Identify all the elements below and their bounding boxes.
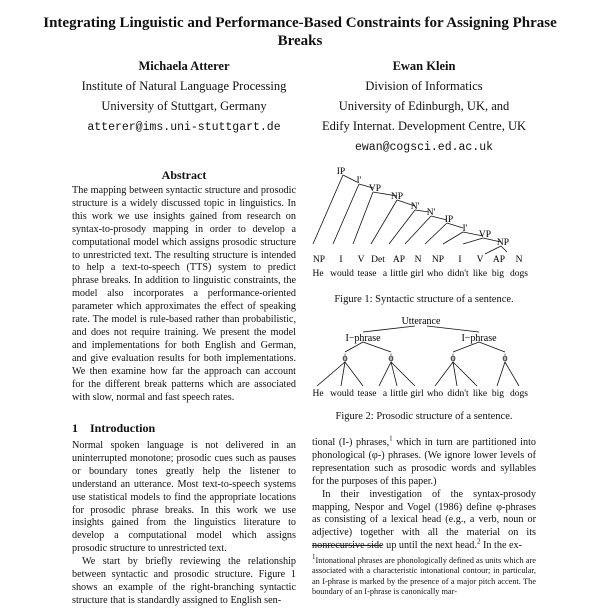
sentence-word: like (472, 389, 488, 399)
sentence-word: tease (357, 269, 377, 279)
author-2-affiliation-3: Edify Internat. Development Centre, UK (321, 119, 527, 133)
author-2-affiliation: Division of Informatics (365, 79, 483, 93)
iphrase-node: I−phrase (461, 333, 497, 344)
phi-node: ϕ (388, 353, 394, 364)
figure-1-syntax-tree (305, 160, 545, 280)
author-1 (72, 56, 296, 138)
sentence-word: He (312, 269, 324, 279)
author-2-name: Ewan Klein (392, 59, 456, 73)
pos-tag: NP (431, 255, 445, 265)
author-1-affiliation-2: University of Stuttgart, Germany (101, 99, 267, 113)
pos-tag: N (414, 255, 422, 265)
syntax-node: I' (462, 224, 468, 234)
syntax-node: VP (478, 230, 492, 240)
footnote-marker: 1 (389, 434, 393, 443)
syntax-node: N' (426, 208, 436, 218)
author-1-name: Michaela Atterer (138, 59, 230, 73)
figure-2-caption: Figure 2: Prosodic structure of a sentence. (335, 411, 513, 422)
footnote-1 (312, 553, 536, 598)
pos-tag: Det (371, 255, 385, 265)
pos-tag: NP (312, 255, 326, 265)
pos-tag: V (476, 255, 484, 265)
section-heading (72, 421, 296, 436)
syntax-node: IP (336, 167, 346, 177)
sentence-word: didn't (447, 389, 469, 399)
footnote-text: Intonational phrases are phonologically defined as units which are associated with a characteristic intonational contour; in particular, an I-phrase is marked by the presence of a major pitch accent. The boundary of an I-phrase is canonically mar- (312, 556, 536, 597)
sentence-word: big (491, 269, 505, 279)
author-2-email: ewan@cogsci.ed.ac.uk (354, 141, 494, 154)
section-title: Introduction (90, 421, 156, 435)
sentence-word: girl (410, 389, 424, 399)
syntax-node: IP (444, 215, 454, 225)
sentence-word: a (382, 269, 388, 279)
sentence-word: little (390, 389, 408, 399)
pos-tag: AP (492, 255, 506, 265)
sentence-word: would (330, 389, 354, 399)
phi-node: ϕ (450, 353, 456, 364)
author-1-affiliation: Institute of Natural Language Processing (81, 79, 287, 93)
figure-2-prosody-tree (305, 310, 545, 400)
sentence-word: a (382, 389, 388, 399)
sentence-word: who (426, 389, 444, 399)
right-paragraph-1: tional (I-) phrases,$^1$ which in turn are partitioned into phonological (φ-) phrases. (We ignore lower levels of representation such as prosodic words and syllables for the purposes of this paper.) (312, 434, 536, 487)
syntax-node: I' (356, 176, 362, 186)
sentence-word: dogs (510, 269, 528, 279)
pos-tag: I (339, 255, 343, 265)
author-1-email: atterer@ims.uni-stuttgart.de (87, 121, 281, 134)
footnote-marker: 2 (476, 537, 481, 546)
intro-paragraph-2: We start by briefly reviewing the relationship between syntactic and prosodic structure. Figure 1 shows an example of the right-branching syntactic structure that is standardly assigned to English sen- (72, 556, 296, 606)
pos-tag: N (515, 255, 523, 265)
sentence-word: dogs (510, 389, 528, 399)
intro-paragraph-1: Normal spoken language is not delivered in an uninterrupted monotone; prosodic cues such as pauses or boundary tones greatly help the listener to understand an utterance. Most text-to-speech systems use statistical models to find the appropriate locations for prosodic phrase breaks. In this work we use insights gained from the linguistics literature to develop a computational model which assigns prosodic structure to unrestricted text. (72, 440, 296, 555)
abstract-heading: Abstract (161, 168, 207, 182)
sentence-word: tease (357, 389, 377, 399)
right-paragraph-2: In their investigation of the syntax-prosody mapping, Nespor and Vogel (1986) define φ-phrases as consisting of a lexical head (e.g., a verb, noun or adjective) together with all the material on its nonrecursive side up until the next head.$^2$ In the ex- (312, 488, 536, 552)
sentence-word: didn't (447, 269, 469, 279)
author-2 (312, 56, 536, 158)
sentence-word: little (390, 269, 408, 279)
syntax-node: NP (390, 192, 404, 202)
phi-node: ϕ (342, 353, 348, 364)
sentence-word: big (491, 389, 505, 399)
figure-1-caption: Figure 1: Syntactic structure of a sentence. (334, 294, 514, 305)
pos-tag: AP (392, 255, 406, 265)
pos-tag: I (458, 255, 462, 265)
sentence-word: girl (410, 269, 424, 279)
iphrase-node: I−phrase (345, 333, 381, 344)
syntax-node: VP (368, 184, 382, 194)
syntax-node: N' (410, 202, 420, 212)
sentence-word: He (312, 389, 324, 399)
phi-node: ϕ (502, 353, 508, 364)
sentence-word: would (330, 269, 354, 279)
footnote-number: 1 (312, 553, 316, 562)
sentence-word: who (426, 269, 444, 279)
paper-title: Integrating Linguistic and Performance-Based Constraints for Assigning Phrase Breaks (43, 15, 557, 49)
pos-tag: V (357, 255, 365, 265)
syntax-node: NP (496, 238, 510, 248)
author-2-affiliation-2: University of Edinburgh, UK, and (338, 99, 510, 113)
abstract-text: The mapping between syntactic structure and prosodic structure is a widely discussed topic in linguistics. In this work we use insights gained from research on syntax-to-prosody mapping in order to develop a computational model which assigns prosodic structure to unrestricted text. The resulting structure is intended to help a text-to-speech (TTS) system to predict phrase breaks. In addition to linguistic constraints, the model also incorporates a performance-oriented parameter which approximates the effect of speaking rate. The model is rule-based rather than probabilistic, and does not require training. We present the model and implementations for both English and German, and give evaluation results for both implementations. We then examine how far the approach can account for the different break patterns which are associated with slow, normal and fast speech rates. (72, 185, 296, 403)
sentence-word: like (472, 269, 488, 279)
utterance-node: Utterance (401, 316, 441, 327)
footnote-divider (312, 545, 382, 546)
section-number: 1 (72, 421, 78, 435)
